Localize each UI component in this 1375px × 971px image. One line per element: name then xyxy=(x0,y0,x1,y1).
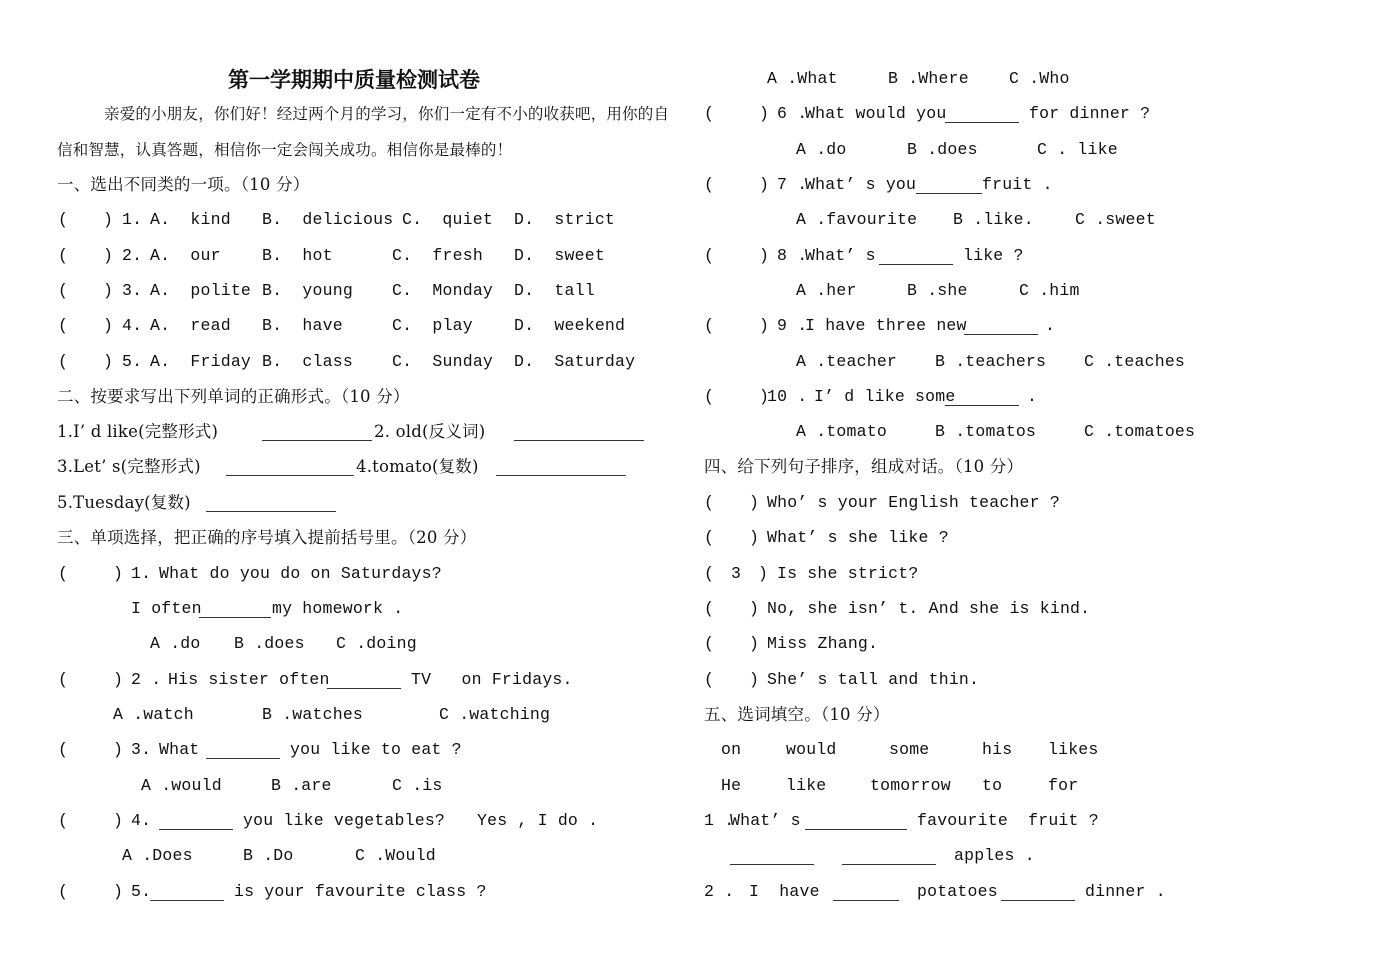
answer-blank[interactable] xyxy=(226,459,354,476)
answer-paren-close: ) xyxy=(103,281,114,300)
option-b: B. class xyxy=(262,352,353,371)
word-bank-word: likes xyxy=(1048,740,1099,759)
answer-paren-open: ( xyxy=(704,670,715,689)
answer-blank[interactable] xyxy=(159,813,233,830)
question-text: you like vegetables? xyxy=(243,811,446,830)
option-d: D. weekend xyxy=(514,316,626,335)
word-bank-word: He xyxy=(721,776,742,795)
option-c: C. fresh xyxy=(392,246,483,265)
answer-paren-close: ) xyxy=(749,599,760,618)
question-text: I often xyxy=(131,599,202,618)
question-text: potatoes xyxy=(917,882,998,901)
answer-blank[interactable] xyxy=(916,177,982,194)
option-a: A. our xyxy=(150,246,221,265)
question-number: 4. xyxy=(131,811,152,830)
option-b: B. have xyxy=(262,316,343,335)
intro-line-2: 信和智慧，认真答题，相信你一定会闯关成功。相信你是最棒的！ xyxy=(57,141,513,159)
answer-blank[interactable] xyxy=(879,248,953,265)
item-number: 5. xyxy=(122,352,143,371)
answer-paren-close: ) xyxy=(749,493,760,512)
option-c: C .teaches xyxy=(1084,352,1186,371)
word-form-prompt: 4.tomato(复数) xyxy=(356,457,479,476)
question-text: like ? xyxy=(963,246,1024,265)
option-a: A .her xyxy=(796,281,857,300)
answer-paren-close: ) xyxy=(749,670,760,689)
exam-title: 第一学期期中质量检测试卷 xyxy=(228,67,480,92)
answer-paren-open: ( xyxy=(58,316,69,335)
word-form-prompt: 1.I’ d like(完整形式) xyxy=(57,422,219,441)
answer-blank[interactable] xyxy=(514,424,644,441)
option-a: A .What xyxy=(767,69,838,88)
answer-paren-close: ) xyxy=(759,104,770,123)
answer-paren-open: ( xyxy=(704,175,715,194)
option-a: A. kind xyxy=(150,210,231,229)
answer-blank[interactable] xyxy=(964,318,1038,335)
answer-paren-open: ( xyxy=(58,811,69,830)
item-number: 3. xyxy=(122,281,143,300)
question-text: His sister often xyxy=(168,670,330,689)
answer-paren-close: ) xyxy=(749,528,760,547)
answer-blank[interactable] xyxy=(206,495,336,512)
item-number: 1. xyxy=(122,210,143,229)
option-c: C. Sunday xyxy=(392,352,494,371)
question-text: I have xyxy=(749,882,820,901)
option-a: A .tomato xyxy=(796,422,887,441)
question-number: 6 . xyxy=(777,104,808,123)
question-number: 3. xyxy=(131,740,152,759)
option-b: B .Where xyxy=(888,69,969,88)
option-a: A. polite xyxy=(150,281,252,300)
question-text: What do you do on Saturdays? xyxy=(159,564,442,583)
answer-blank[interactable] xyxy=(805,813,907,830)
option-a: A .favourite xyxy=(796,210,918,229)
option-a: A. Friday xyxy=(150,352,252,371)
option-c: C. Monday xyxy=(392,281,494,300)
option-b: B .does xyxy=(907,140,978,159)
question-number: 2 . xyxy=(131,670,162,689)
section1-heading: 一、选出不同类的一项。（10 分） xyxy=(57,175,310,194)
word-bank-word: his xyxy=(982,740,1013,759)
answer-paren-open: ( xyxy=(704,528,715,547)
option-a: A. read xyxy=(150,316,231,335)
option-c: C. play xyxy=(392,316,473,335)
word-bank-word: tomorrow xyxy=(870,776,951,795)
question-number: 1. xyxy=(131,564,152,583)
question-text: apples . xyxy=(954,846,1035,865)
option-b: B. young xyxy=(262,281,353,300)
dialogue-sentence: What’ s she like ? xyxy=(767,528,949,547)
answer-paren-open: ( xyxy=(704,493,715,512)
option-c: C .him xyxy=(1019,281,1080,300)
answer-paren-close: ) xyxy=(113,882,124,901)
answer-paren-open: ( xyxy=(58,281,69,300)
question-number: 1 . xyxy=(704,811,735,830)
answer-paren-open: ( xyxy=(58,246,69,265)
option-b: B .does xyxy=(234,634,305,653)
word-form-prompt: 2. old(反义词) xyxy=(374,422,486,441)
option-b: B .watches xyxy=(262,705,364,724)
answer-paren-close: ) xyxy=(759,387,770,406)
dialogue-sentence: Is she strict? xyxy=(777,564,919,583)
option-d: D. sweet xyxy=(514,246,605,265)
option-b: B .Do xyxy=(243,846,294,865)
answer-paren-open: ( xyxy=(58,882,69,901)
answer-paren-open: ( xyxy=(704,599,715,618)
option-d: D. Saturday xyxy=(514,352,636,371)
answer-blank[interactable] xyxy=(206,742,280,759)
intro-line-1: 亲爱的小朋友，你们好！经过两个月的学习，你们一定有不小的收获吧，用你的自 xyxy=(104,105,670,123)
option-c: C .is xyxy=(392,776,443,795)
question-text: What’ s xyxy=(730,811,801,830)
answer-paren-open: ( xyxy=(58,352,69,371)
option-c: C . like xyxy=(1037,140,1118,159)
word-bank-word: on xyxy=(721,740,742,759)
answer-paren-close: ) xyxy=(758,564,769,583)
option-b: B. delicious xyxy=(262,210,394,229)
question-number: 5. xyxy=(131,882,152,901)
option-d: D. strict xyxy=(514,210,616,229)
answer-paren-open: ( xyxy=(704,316,715,335)
option-c: C .watching xyxy=(439,705,551,724)
question-text: . xyxy=(1027,387,1038,406)
section3-heading: 三、单项选择，把正确的序号填入提前括号里。（20 分） xyxy=(57,528,477,547)
answer-blank[interactable] xyxy=(262,424,372,441)
answer-paren-close: ) xyxy=(113,811,124,830)
answer-paren-close: ) xyxy=(749,634,760,653)
word-form-prompt: 3.Let’ s(完整形式) xyxy=(57,457,201,476)
option-c: C .tomatoes xyxy=(1084,422,1196,441)
question-text: favourite fruit ? xyxy=(917,811,1099,830)
option-c: C .sweet xyxy=(1075,210,1156,229)
item-number: 4. xyxy=(122,316,143,335)
option-b: B .are xyxy=(271,776,332,795)
question-text: is your favourite class ? xyxy=(234,882,487,901)
answer-paren-close: ) xyxy=(113,670,124,689)
word-bank-word: to xyxy=(982,776,1003,795)
answer-blank[interactable] xyxy=(1001,884,1075,901)
answer-paren-close: ) xyxy=(759,316,770,335)
question-text: you like to eat ? xyxy=(290,740,462,759)
word-form-prompt: 5.Tuesday(复数) xyxy=(57,493,191,512)
word-bank-word: like xyxy=(786,776,827,795)
question-text: What’ s xyxy=(805,246,876,265)
question-text: What’ s you xyxy=(805,175,917,194)
option-a: A .Does xyxy=(122,846,193,865)
answer-text: Yes , I do . xyxy=(477,811,599,830)
answer-paren-close: ) xyxy=(103,210,114,229)
question-text: dinner . xyxy=(1085,882,1166,901)
answer-blank[interactable] xyxy=(327,672,401,689)
option-a: A .teacher xyxy=(796,352,898,371)
dialogue-sentence: She’ s tall and thin. xyxy=(767,670,980,689)
question-text: I’ d like some xyxy=(814,387,956,406)
option-d: D. tall xyxy=(514,281,595,300)
answer-paren-open: ( xyxy=(704,634,715,653)
word-bank-word: would xyxy=(786,740,837,759)
answer-paren-open: ( xyxy=(704,246,715,265)
option-b: B .she xyxy=(907,281,968,300)
question-number: 7 . xyxy=(777,175,808,194)
option-b: B .tomatos xyxy=(935,422,1037,441)
option-c: C .Would xyxy=(355,846,436,865)
answer-paren-close: ) xyxy=(113,740,124,759)
question-text: What would you xyxy=(805,104,947,123)
question-text: . xyxy=(1045,316,1056,335)
option-a: A .do xyxy=(796,140,847,159)
answer-paren-open: ( xyxy=(58,564,69,583)
order-answer[interactable]: 3 xyxy=(730,564,742,583)
section4-heading: 四、给下列句子排序，组成对话。（10 分） xyxy=(704,457,1024,476)
answer-blank[interactable] xyxy=(199,601,271,618)
dialogue-sentence: Who’ s your English teacher ? xyxy=(767,493,1060,512)
option-b: B .teachers xyxy=(935,352,1047,371)
option-c: C. quiet xyxy=(402,210,493,229)
word-bank-word: for xyxy=(1048,776,1079,795)
question-text: my homework . xyxy=(272,599,404,618)
word-bank-word: some xyxy=(889,740,930,759)
question-number: 9 . xyxy=(777,316,808,335)
question-number: 10 . xyxy=(767,387,808,406)
item-number: 2. xyxy=(122,246,143,265)
answer-paren-close: ) xyxy=(113,564,124,583)
answer-blank[interactable] xyxy=(150,884,224,901)
answer-blank[interactable] xyxy=(945,389,1019,406)
dialogue-sentence: Miss Zhang. xyxy=(767,634,879,653)
question-number: 2 . xyxy=(704,882,735,901)
question-text: fruit . xyxy=(982,175,1053,194)
section2-heading: 二、按要求写出下列单词的正确形式。（10 分） xyxy=(57,387,410,406)
question-text: for dinner ? xyxy=(1029,104,1151,123)
question-text: I have three new xyxy=(805,316,967,335)
question-text: What xyxy=(159,740,200,759)
answer-blank[interactable] xyxy=(842,848,936,865)
answer-paren-close: ) xyxy=(103,352,114,371)
answer-paren-close: ) xyxy=(103,316,114,335)
answer-paren-open: ( xyxy=(58,210,69,229)
question-text: TV on Fridays. xyxy=(411,670,573,689)
answer-paren-close: ) xyxy=(759,175,770,194)
dialogue-sentence: No, she isn’ t. And she is kind. xyxy=(767,599,1091,618)
answer-paren-open: ( xyxy=(704,564,715,583)
option-c: C .Who xyxy=(1009,69,1070,88)
answer-paren-open: ( xyxy=(58,740,69,759)
answer-blank[interactable] xyxy=(496,459,626,476)
option-c: C .doing xyxy=(336,634,417,653)
option-a: A .would xyxy=(141,776,222,795)
option-a: A .do xyxy=(150,634,201,653)
question-number: 8 . xyxy=(777,246,808,265)
option-a: A .watch xyxy=(113,705,194,724)
answer-blank[interactable] xyxy=(833,884,899,901)
answer-paren-close: ) xyxy=(103,246,114,265)
answer-paren-close: ) xyxy=(759,246,770,265)
answer-paren-open: ( xyxy=(58,670,69,689)
answer-paren-open: ( xyxy=(704,387,715,406)
section5-heading: 五、选词填空。（10 分） xyxy=(704,705,890,724)
option-b: B. hot xyxy=(262,246,333,265)
option-b: B .like. xyxy=(953,210,1034,229)
answer-blank[interactable] xyxy=(730,848,814,865)
answer-paren-open: ( xyxy=(704,104,715,123)
answer-blank[interactable] xyxy=(945,106,1019,123)
